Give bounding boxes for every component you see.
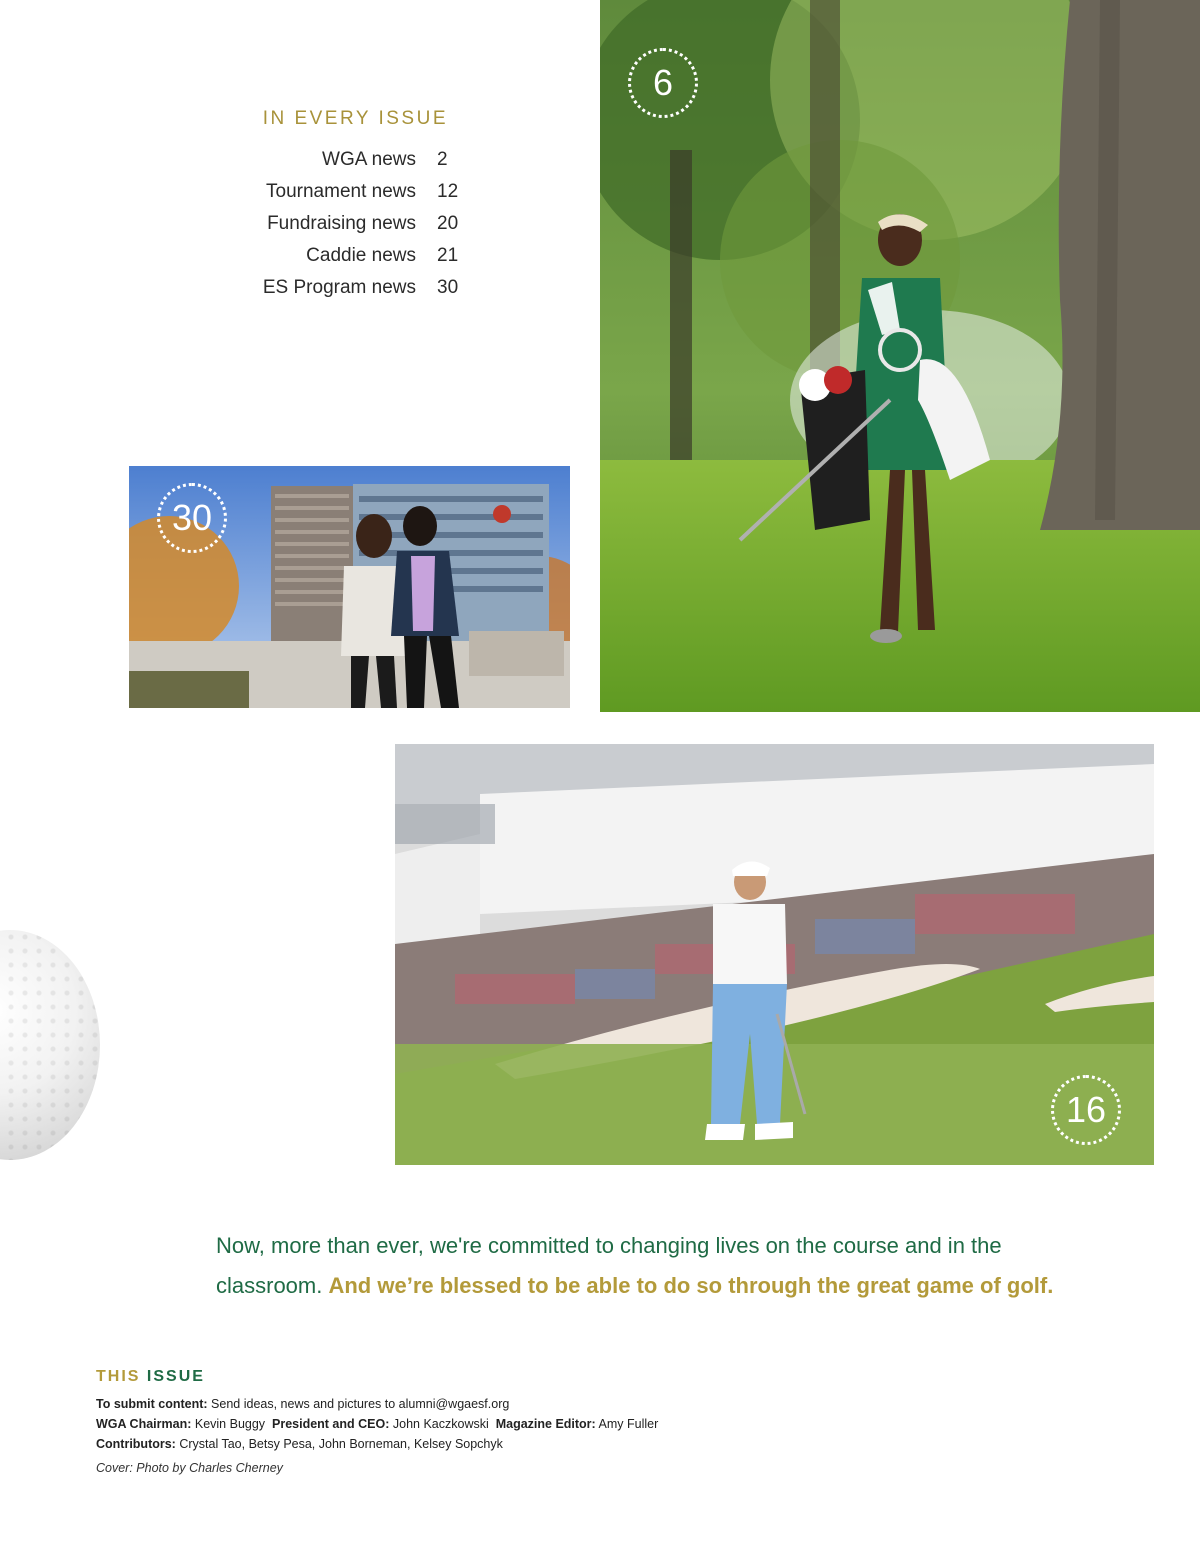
president-value: John Kaczkowski <box>392 1417 489 1431</box>
page-badge: 6 <box>628 48 698 118</box>
toc-label: WGA news <box>322 149 416 170</box>
golfer-photo-illustration <box>395 744 1154 1165</box>
contents-heading: IN EVERY ISSUE <box>262 108 448 129</box>
page-badge: 16 <box>1051 1075 1121 1145</box>
credits-title-part2: ISSUE <box>146 1368 205 1385</box>
quote-emphasis: And we’re blessed to be able to do so through the great game of golf. <box>328 1273 1054 1298</box>
toc-label: Tournament news <box>266 181 416 202</box>
toc-page: 21 <box>437 245 459 266</box>
president-label: President and CEO: <box>272 1417 390 1431</box>
cover-credit: Cover: Photo by Charles Cherney <box>96 1461 283 1475</box>
toc-label: Caddie news <box>306 245 416 266</box>
chairman-label: WGA Chairman: <box>96 1417 192 1431</box>
contributors-label: Contributors: <box>96 1437 176 1451</box>
submit-line <box>96 1394 796 1414</box>
issue-credits <box>96 1368 796 1478</box>
toc-label: ES Program news <box>262 277 416 298</box>
contributors-value: Crystal Tao, Betsy Pesa, John Borneman, Kelsey Sopchyk <box>179 1437 503 1451</box>
chairman-value: Kevin Buggy <box>194 1417 266 1431</box>
toc-page: 12 <box>437 181 459 202</box>
quote-plain: Now, more than ever, we're committed to changing lives on the course and in the classroom. <box>216 1233 1002 1298</box>
toc-item[interactable] <box>250 208 470 240</box>
editor-label: Magazine Editor: <box>495 1417 596 1431</box>
toc-item[interactable] <box>250 240 470 272</box>
golfer-photo[interactable] <box>395 744 1154 1165</box>
pull-quote <box>216 1226 1076 1306</box>
toc-item[interactable] <box>250 176 470 208</box>
staff-line <box>96 1414 796 1434</box>
page-badge: 30 <box>157 483 227 553</box>
submit-label: To submit content: <box>96 1397 208 1411</box>
caddie-photo-illustration <box>600 0 1200 712</box>
toc-page: 20 <box>437 213 459 234</box>
credits-title <box>96 1368 796 1386</box>
credits-title-part1: THIS <box>96 1368 141 1385</box>
toc-item[interactable] <box>250 144 470 176</box>
caddie-photo[interactable] <box>600 0 1200 712</box>
toc-page: 30 <box>437 277 459 298</box>
golf-ball-decoration <box>0 930 100 1160</box>
toc-page: 2 <box>437 149 448 170</box>
editor-value: Amy Fuller <box>598 1417 659 1431</box>
table-of-contents <box>250 108 470 304</box>
submit-value[interactable]: Send ideas, news and pictures to alumni@wgaesf.org <box>211 1397 510 1411</box>
contributors-line <box>96 1434 796 1454</box>
toc-item[interactable] <box>250 272 470 304</box>
students-photo[interactable] <box>129 466 570 708</box>
toc-label: Fundraising news <box>267 213 416 234</box>
